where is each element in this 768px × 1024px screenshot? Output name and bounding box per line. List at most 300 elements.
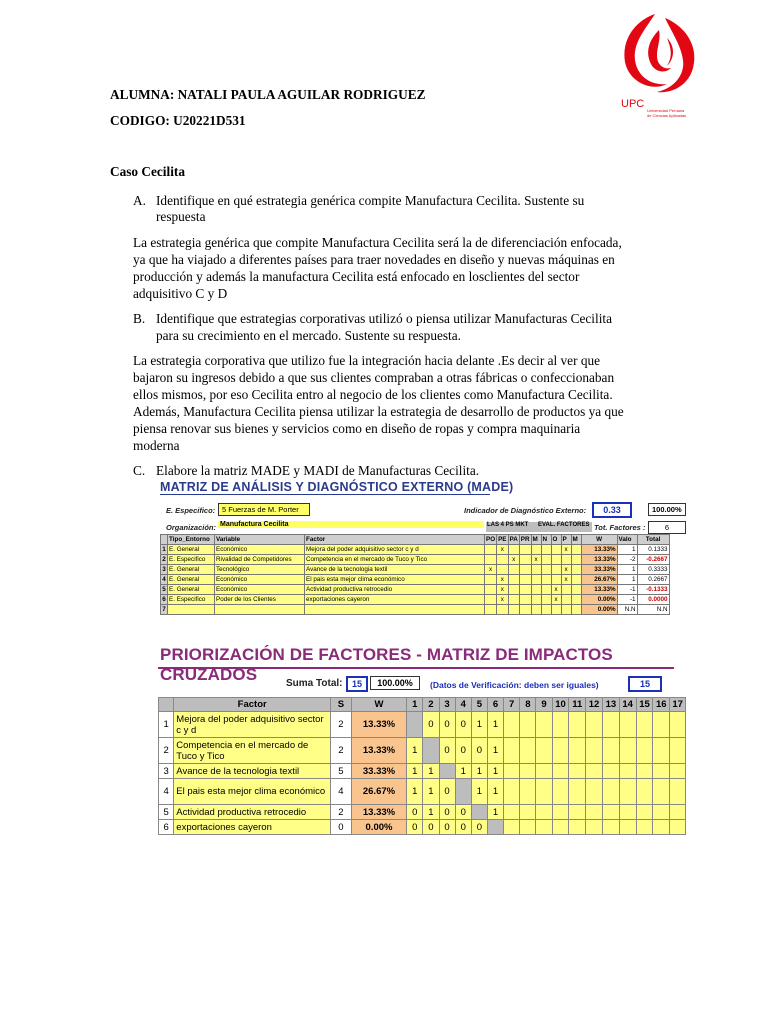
made-row-factor: Avance de la tecnologia textil [305, 565, 485, 575]
made-row-factor: Competencia en el mercado de Tuco y Tico [305, 555, 485, 565]
madi-suma-value: 15 [346, 676, 368, 692]
made-row-tipo: E. General [168, 585, 215, 595]
made-row-mark [571, 585, 581, 595]
made-row-w: 13.33% [581, 555, 617, 565]
made-pct-total: 100.00% [648, 503, 686, 516]
madi-row-cell [569, 820, 586, 835]
made-row-mark: x [551, 595, 561, 605]
madi-row-cell [586, 764, 603, 779]
made-row-mark [485, 575, 497, 585]
made-row-mark: x [497, 585, 508, 595]
madi-row-cell [670, 738, 686, 764]
madi-row-cell: 1 [487, 764, 503, 779]
made-4ps-label: LAS 4 PS MKT [486, 522, 548, 532]
madi-row-cell [520, 738, 536, 764]
made-row-mark [485, 555, 497, 565]
madi-row-cell [586, 738, 603, 764]
madi-row-cell [636, 738, 653, 764]
made-row-mark [519, 575, 531, 585]
made-row [161, 575, 670, 585]
made-row-mark [519, 595, 531, 605]
madi-row-cell [536, 820, 552, 835]
made-row-w: 26.67% [581, 575, 617, 585]
made-indicador-value: 0.33 [592, 502, 632, 518]
answer-b-line: ellos mismos, por eso Cecilita entro al negocio de los clientes como Manufactura Cecilita. [133, 387, 613, 402]
made-title: MATRIZ DE ANÁLISIS Y DIAGNÓSTICO EXTERNO (MADE) [160, 480, 514, 494]
made-row-mark [531, 545, 541, 555]
answer-a-line: La estrategia genérica que compite Manufactura Cecilita será la de diferenciación enfocada, [133, 235, 622, 250]
made-row-mark [551, 555, 561, 565]
madi-row [159, 805, 686, 820]
madi-row-cell: 0 [439, 779, 455, 805]
made-organizacion-value: Manufactura Cecilita [218, 521, 484, 528]
madi-row-cell: 1 [407, 738, 423, 764]
made-row-mark [561, 605, 571, 615]
madi-col-w: W [351, 698, 406, 712]
madi-row-cell: 0 [455, 820, 471, 835]
madi-row-cell [569, 712, 586, 738]
made-row-mark: x [485, 565, 497, 575]
madi-col-s: S [331, 698, 352, 712]
made-row [161, 555, 670, 565]
madi-row-cell [602, 805, 619, 820]
made-especifico-value: 5 Fuerzas de M. Porter [218, 503, 310, 516]
question-b-line2: para su crecimiento en el mercado. Sustente su respuesta. [156, 328, 461, 343]
made-row-mark [571, 575, 581, 585]
made-row-variable: Económico [215, 545, 305, 555]
made-row-mark: x [561, 575, 571, 585]
made-row [161, 605, 670, 615]
madi-row-cell: 1 [487, 805, 503, 820]
madi-row-cell [653, 820, 670, 835]
made-row-total: 0.2667 [637, 575, 669, 585]
madi-row-cell: 1 [471, 779, 487, 805]
made-row-mark: x [497, 575, 508, 585]
made-indicador-label: Indicador de Diagnóstico Externo: [464, 506, 587, 515]
answer-a-line: producción y además la manufactura Cecilita está enfocado en losclientes del sector [133, 269, 580, 284]
madi-row-cell: 0 [439, 805, 455, 820]
madi-row-w: 33.33% [351, 764, 406, 779]
madi-row-cell [423, 738, 439, 764]
made-row-factor: El pais esta mejor clima económico [305, 575, 485, 585]
madi-row-number: 4 [159, 779, 174, 805]
made-row-mark: x [561, 565, 571, 575]
made-row [161, 585, 670, 595]
madi-row [159, 712, 686, 738]
upc-logo-name: UPC [621, 98, 645, 110]
made-row-mark [561, 595, 571, 605]
madi-row-number: 6 [159, 820, 174, 835]
madi-row-number: 1 [159, 712, 174, 738]
madi-row-s: 5 [331, 764, 352, 779]
made-row-tipo: E. General [168, 575, 215, 585]
madi-row-cell [602, 764, 619, 779]
answer-a-line: adquisitivo C y D [133, 286, 228, 301]
madi-row-cell [552, 820, 569, 835]
made-row-factor: Mejora del poder adquisitivo sector c y d [305, 545, 485, 555]
made-row-mark [519, 555, 531, 565]
answer-a-line: ya que ha viajado a diferentes países para traer novedades en diseño y nuevas máquinas en [133, 252, 615, 267]
made-row-mark [519, 585, 531, 595]
made-row-valor: -2 [617, 555, 637, 565]
made-row-total: 0.3333 [637, 565, 669, 575]
made-row-number: 3 [162, 566, 166, 573]
made-row-factor: exportaciones cayeron [305, 595, 485, 605]
made-row-factor: Actividad productiva retrocedio [305, 585, 485, 595]
made-row-tipo: E. Especifico [168, 595, 215, 605]
madi-row-cell [670, 779, 686, 805]
madi-row-cell [653, 764, 670, 779]
madi-row-cell: 1 [423, 805, 439, 820]
madi-header-row: Factor S W 1 2 3 4 5 6 7 8 9 10 11 12 13 14 15 16 17 [159, 698, 686, 712]
madi-row-cell [586, 820, 603, 835]
madi-row-cell [569, 764, 586, 779]
made-table [160, 534, 670, 615]
made-row-valor: 1 [617, 565, 637, 575]
madi-row-w: 26.67% [351, 779, 406, 805]
made-row-variable: Poder de los Clientes [215, 595, 305, 605]
madi-row-cell [653, 712, 670, 738]
made-row-mark [508, 595, 519, 605]
madi-row-factor: Mejora del poder adquisitivo sector c y d [174, 712, 331, 738]
madi-row-number: 2 [159, 738, 174, 764]
made-row-mark [508, 605, 519, 615]
madi-row-cell: 0 [471, 820, 487, 835]
madi-row-cell: 0 [423, 820, 439, 835]
made-row-mark [551, 575, 561, 585]
answer-b-line: Además, Manufactura Cecilita piensa utilizar la estrategia de desarrollo de productos ya que [133, 404, 624, 419]
madi-row-cell: 0 [439, 820, 455, 835]
madi-row [159, 820, 686, 835]
made-row-variable: Económico [215, 575, 305, 585]
answer-a [133, 234, 663, 302]
madi-col-factor: Factor [174, 698, 331, 712]
made-row-mark [508, 545, 519, 555]
made-col-w: W [581, 535, 617, 545]
student-code: CODIGO: U20221D531 [110, 113, 246, 128]
madi-row-cell: 0 [439, 738, 455, 764]
madi-row-cell: 1 [487, 779, 503, 805]
made-row-mark [531, 595, 541, 605]
made-row-variable: Tecnológico [215, 565, 305, 575]
answer-b-line: piensa renovar sus bienes y servicios como en diseño de ropas y compra maquinaria [133, 421, 581, 436]
made-row-mark [497, 555, 508, 565]
question-c-line1: Elabore la matriz MADE y MADI de Manufacturas Cecilita. [156, 463, 480, 478]
made-especifico-label: E. Especifico: [166, 506, 216, 515]
madi-row-cell [536, 764, 552, 779]
made-row-mark [508, 585, 519, 595]
made-row-valor: -1 [617, 585, 637, 595]
madi-row-cell [602, 712, 619, 738]
made-row-mark [497, 605, 508, 615]
made-col-valor: Valo [617, 535, 637, 545]
made-row-mark [531, 565, 541, 575]
madi-row-cell [653, 805, 670, 820]
made-row-mark [485, 595, 497, 605]
made-row-total: -0.2667 [637, 555, 669, 565]
madi-row-cell: 0 [423, 712, 439, 738]
madi-row-cell [536, 779, 552, 805]
made-row-mark [541, 585, 551, 595]
madi-row-cell: 1 [423, 764, 439, 779]
madi-row-factor: Competencia en el mercado de Tuco y Tico [174, 738, 331, 764]
made-row-mark [519, 565, 531, 575]
madi-row-cell [619, 712, 636, 738]
made-row-total: N.N [637, 605, 669, 615]
madi-row-cell [504, 779, 520, 805]
answer-b-line: La estrategia corporativa que utilizo fue la integración hacia delante .Es decir al ver que [133, 353, 601, 368]
madi-row-cell [602, 820, 619, 835]
madi-row-cell: 1 [487, 738, 503, 764]
made-row-valor: 1 [617, 545, 637, 555]
made-row-total: -0.1333 [637, 585, 669, 595]
answer-b-line: moderna [133, 438, 180, 453]
madi-row-cell: 0 [471, 738, 487, 764]
madi-row-factor: Avance de la tecnologia textil [174, 764, 331, 779]
madi-row-cell [552, 738, 569, 764]
question-b-marker: B. [133, 311, 146, 326]
made-header-row: Tipo_Entorno Variable Factor PO PE PA PR M N O P M W Valo Total [161, 535, 670, 545]
made-row-mark [551, 545, 561, 555]
madi-row-cell [471, 805, 487, 820]
made-row-w: 0.00% [581, 595, 617, 605]
madi-row-cell: 0 [455, 738, 471, 764]
madi-row-cell [619, 820, 636, 835]
madi-row-cell [619, 764, 636, 779]
made-row-w: 13.33% [581, 585, 617, 595]
madi-row-cell [520, 764, 536, 779]
madi-table [158, 697, 686, 835]
madi-row-number: 3 [159, 764, 174, 779]
madi-row-cell: 0 [407, 820, 423, 835]
madi-row-s: 4 [331, 779, 352, 805]
made-row-mark [561, 555, 571, 565]
made-row-tipo: E. General [168, 545, 215, 555]
made-row-mark: x [531, 555, 541, 565]
madi-row-cell [602, 738, 619, 764]
made-row-mark: x [497, 545, 508, 555]
madi-row-cell [636, 820, 653, 835]
made-row-mark [508, 575, 519, 585]
madi-row-s: 2 [331, 712, 352, 738]
madi-row-cell [536, 712, 552, 738]
made-organizacion-label: Organización: [166, 523, 217, 532]
made-row-variable: Económico [215, 585, 305, 595]
made-row-mark [561, 585, 571, 595]
madi-verif-value: 15 [628, 676, 662, 692]
made-row-w: 0.00% [581, 605, 617, 615]
madi-row-cell [487, 820, 503, 835]
made-row-number: 4 [162, 576, 166, 583]
made-row-mark [497, 565, 508, 575]
madi-row-cell [569, 779, 586, 805]
madi-row-cell [653, 779, 670, 805]
madi-row-cell [520, 779, 536, 805]
made-row-valor: 1 [617, 575, 637, 585]
madi-row-cell: 1 [407, 779, 423, 805]
madi-row-factor: exportaciones cayeron [174, 820, 331, 835]
madi-row-cell [407, 712, 423, 738]
madi-row-cell [636, 805, 653, 820]
made-row-mark: x [497, 595, 508, 605]
made-eval-label: EVAL. FACTORES [538, 522, 592, 532]
made-row-valor: -1 [617, 595, 637, 605]
question-a-marker: A. [133, 193, 146, 208]
question-b-line1: Identifique que estrategias corporativas utilizó o piensa utilizar Manufacturas Cecilita [156, 311, 612, 326]
madi-row-cell: 1 [487, 712, 503, 738]
made-row-mark [519, 605, 531, 615]
madi-row-cell [586, 712, 603, 738]
made-row-factor [305, 605, 485, 615]
madi-row-cell [504, 805, 520, 820]
made-row-mark [531, 605, 541, 615]
made-row-number: 5 [162, 586, 166, 593]
madi-row-cell [636, 779, 653, 805]
madi-row-s: 2 [331, 805, 352, 820]
made-row-variable: Rivalidad de Competidores [215, 555, 305, 565]
madi-row-cell: 0 [455, 712, 471, 738]
madi-row-w: 13.33% [351, 712, 406, 738]
made-row-number: 2 [162, 556, 166, 563]
made-row-tipo: E. General [168, 565, 215, 575]
made-row-mark [541, 545, 551, 555]
madi-row-cell [619, 805, 636, 820]
made-row-mark [541, 555, 551, 565]
madi-row-cell [636, 764, 653, 779]
madi-row-w: 13.33% [351, 805, 406, 820]
madi-row-cell [670, 820, 686, 835]
upc-logo-subtitle: Universidad Peruana de Ciencias Aplicadas [647, 108, 687, 118]
madi-row-w: 13.33% [351, 738, 406, 764]
madi-row-cell: 1 [471, 712, 487, 738]
made-row-mark [485, 585, 497, 595]
madi-row-cell: 1 [423, 779, 439, 805]
question-c-marker: C. [133, 463, 146, 478]
madi-row-cell [552, 779, 569, 805]
madi-row-cell [536, 738, 552, 764]
madi-row-cell [552, 764, 569, 779]
made-row-mark [531, 585, 541, 595]
made-col-variable: Variable [215, 535, 305, 545]
made-row-mark: x [561, 545, 571, 555]
madi-row-number: 5 [159, 805, 174, 820]
made-row-mark: x [551, 585, 561, 595]
made-tot-factores-label: Tot. Factores : [594, 523, 646, 532]
madi-row [159, 779, 686, 805]
madi-row [159, 764, 686, 779]
madi-row-cell [569, 805, 586, 820]
made-row-total: 0.0000 [637, 595, 669, 605]
made-col-tipo: Tipo_Entorno [168, 535, 215, 545]
madi-title: PRIORIZACIÓN DE FACTORES - MATRIZ DE IMPACTOS CRUZADOS [160, 645, 613, 684]
madi-verification-note: (Datos de Verificación: deben ser iguales) [430, 680, 599, 690]
madi-row-cell [636, 712, 653, 738]
madi-row-factor: El pais esta mejor clima económico [174, 779, 331, 805]
made-row-total: 0.1333 [637, 545, 669, 555]
made-row-mark [571, 595, 581, 605]
made-row-mark [541, 565, 551, 575]
made-row-mark: x [508, 555, 519, 565]
made-row-mark [571, 555, 581, 565]
made-col-factor: Factor [305, 535, 485, 545]
question-a-line1: Identifique en qué estrategia genérica compite Manufactura Cecilita. Sustente su [156, 193, 585, 208]
made-row-variable [215, 605, 305, 615]
madi-row-cell [670, 764, 686, 779]
madi-row-cell [569, 738, 586, 764]
madi-row-w: 0.00% [351, 820, 406, 835]
madi-row-s: 0 [331, 820, 352, 835]
made-row-number: 6 [162, 596, 166, 603]
madi-row-cell [552, 712, 569, 738]
madi-row-cell: 1 [471, 764, 487, 779]
madi-row-cell [504, 712, 520, 738]
madi-row-cell [586, 805, 603, 820]
made-row-mark [541, 575, 551, 585]
madi-row-cell: 1 [455, 764, 471, 779]
madi-row-cell: 0 [439, 712, 455, 738]
madi-row-cell [520, 712, 536, 738]
madi-row-cell [439, 764, 455, 779]
madi-row-cell: 0 [455, 805, 471, 820]
made-row-number: 7 [162, 606, 166, 613]
made-row-w: 33.33% [581, 565, 617, 575]
madi-row-cell [586, 779, 603, 805]
answer-b [133, 352, 663, 454]
made-row-mark [508, 565, 519, 575]
made-row-mark [551, 565, 561, 575]
madi-row [159, 738, 686, 764]
made-tot-factores-value: 6 [648, 521, 686, 534]
made-row [161, 545, 670, 555]
madi-row-cell [504, 764, 520, 779]
made-row-tipo [168, 605, 215, 615]
madi-row-cell [504, 738, 520, 764]
upc-logo [607, 10, 709, 128]
made-row-mark [531, 575, 541, 585]
section-title: Caso Cecilita [110, 164, 185, 179]
madi-matrix [158, 643, 686, 843]
made-row-mark [551, 605, 561, 615]
madi-row-cell [619, 738, 636, 764]
question-a-line2: respuesta [156, 209, 206, 224]
made-matrix [160, 478, 686, 630]
made-row-valor: N.N [617, 605, 637, 615]
madi-suma-pct: 100.00% [370, 676, 420, 690]
made-row-mark [485, 605, 497, 615]
made-row-number: 1 [162, 546, 166, 553]
madi-row-factor: Actividad productiva retrocedio [174, 805, 331, 820]
madi-row-cell [670, 712, 686, 738]
madi-row-cell [504, 820, 520, 835]
made-row [161, 565, 670, 575]
madi-row-cell [670, 805, 686, 820]
made-row-mark [541, 595, 551, 605]
madi-row-cell [520, 820, 536, 835]
madi-suma-label: Suma Total: [286, 678, 343, 689]
made-row-mark [571, 565, 581, 575]
madi-row-cell: 1 [407, 764, 423, 779]
made-row-mark [541, 605, 551, 615]
made-col-total: Total [637, 535, 669, 545]
madi-row-cell [552, 805, 569, 820]
student-name: ALUMNA: NATALI PAULA AGUILAR RODRIGUEZ [110, 87, 426, 102]
madi-row-cell [619, 779, 636, 805]
madi-row-cell [455, 779, 471, 805]
answer-b-line: bajaron su ingresos debido a que sus clientes compraban a otras fábricas o confeccionaban [133, 370, 615, 385]
made-row-mark [571, 545, 581, 555]
madi-row-cell [520, 805, 536, 820]
madi-row-s: 2 [331, 738, 352, 764]
